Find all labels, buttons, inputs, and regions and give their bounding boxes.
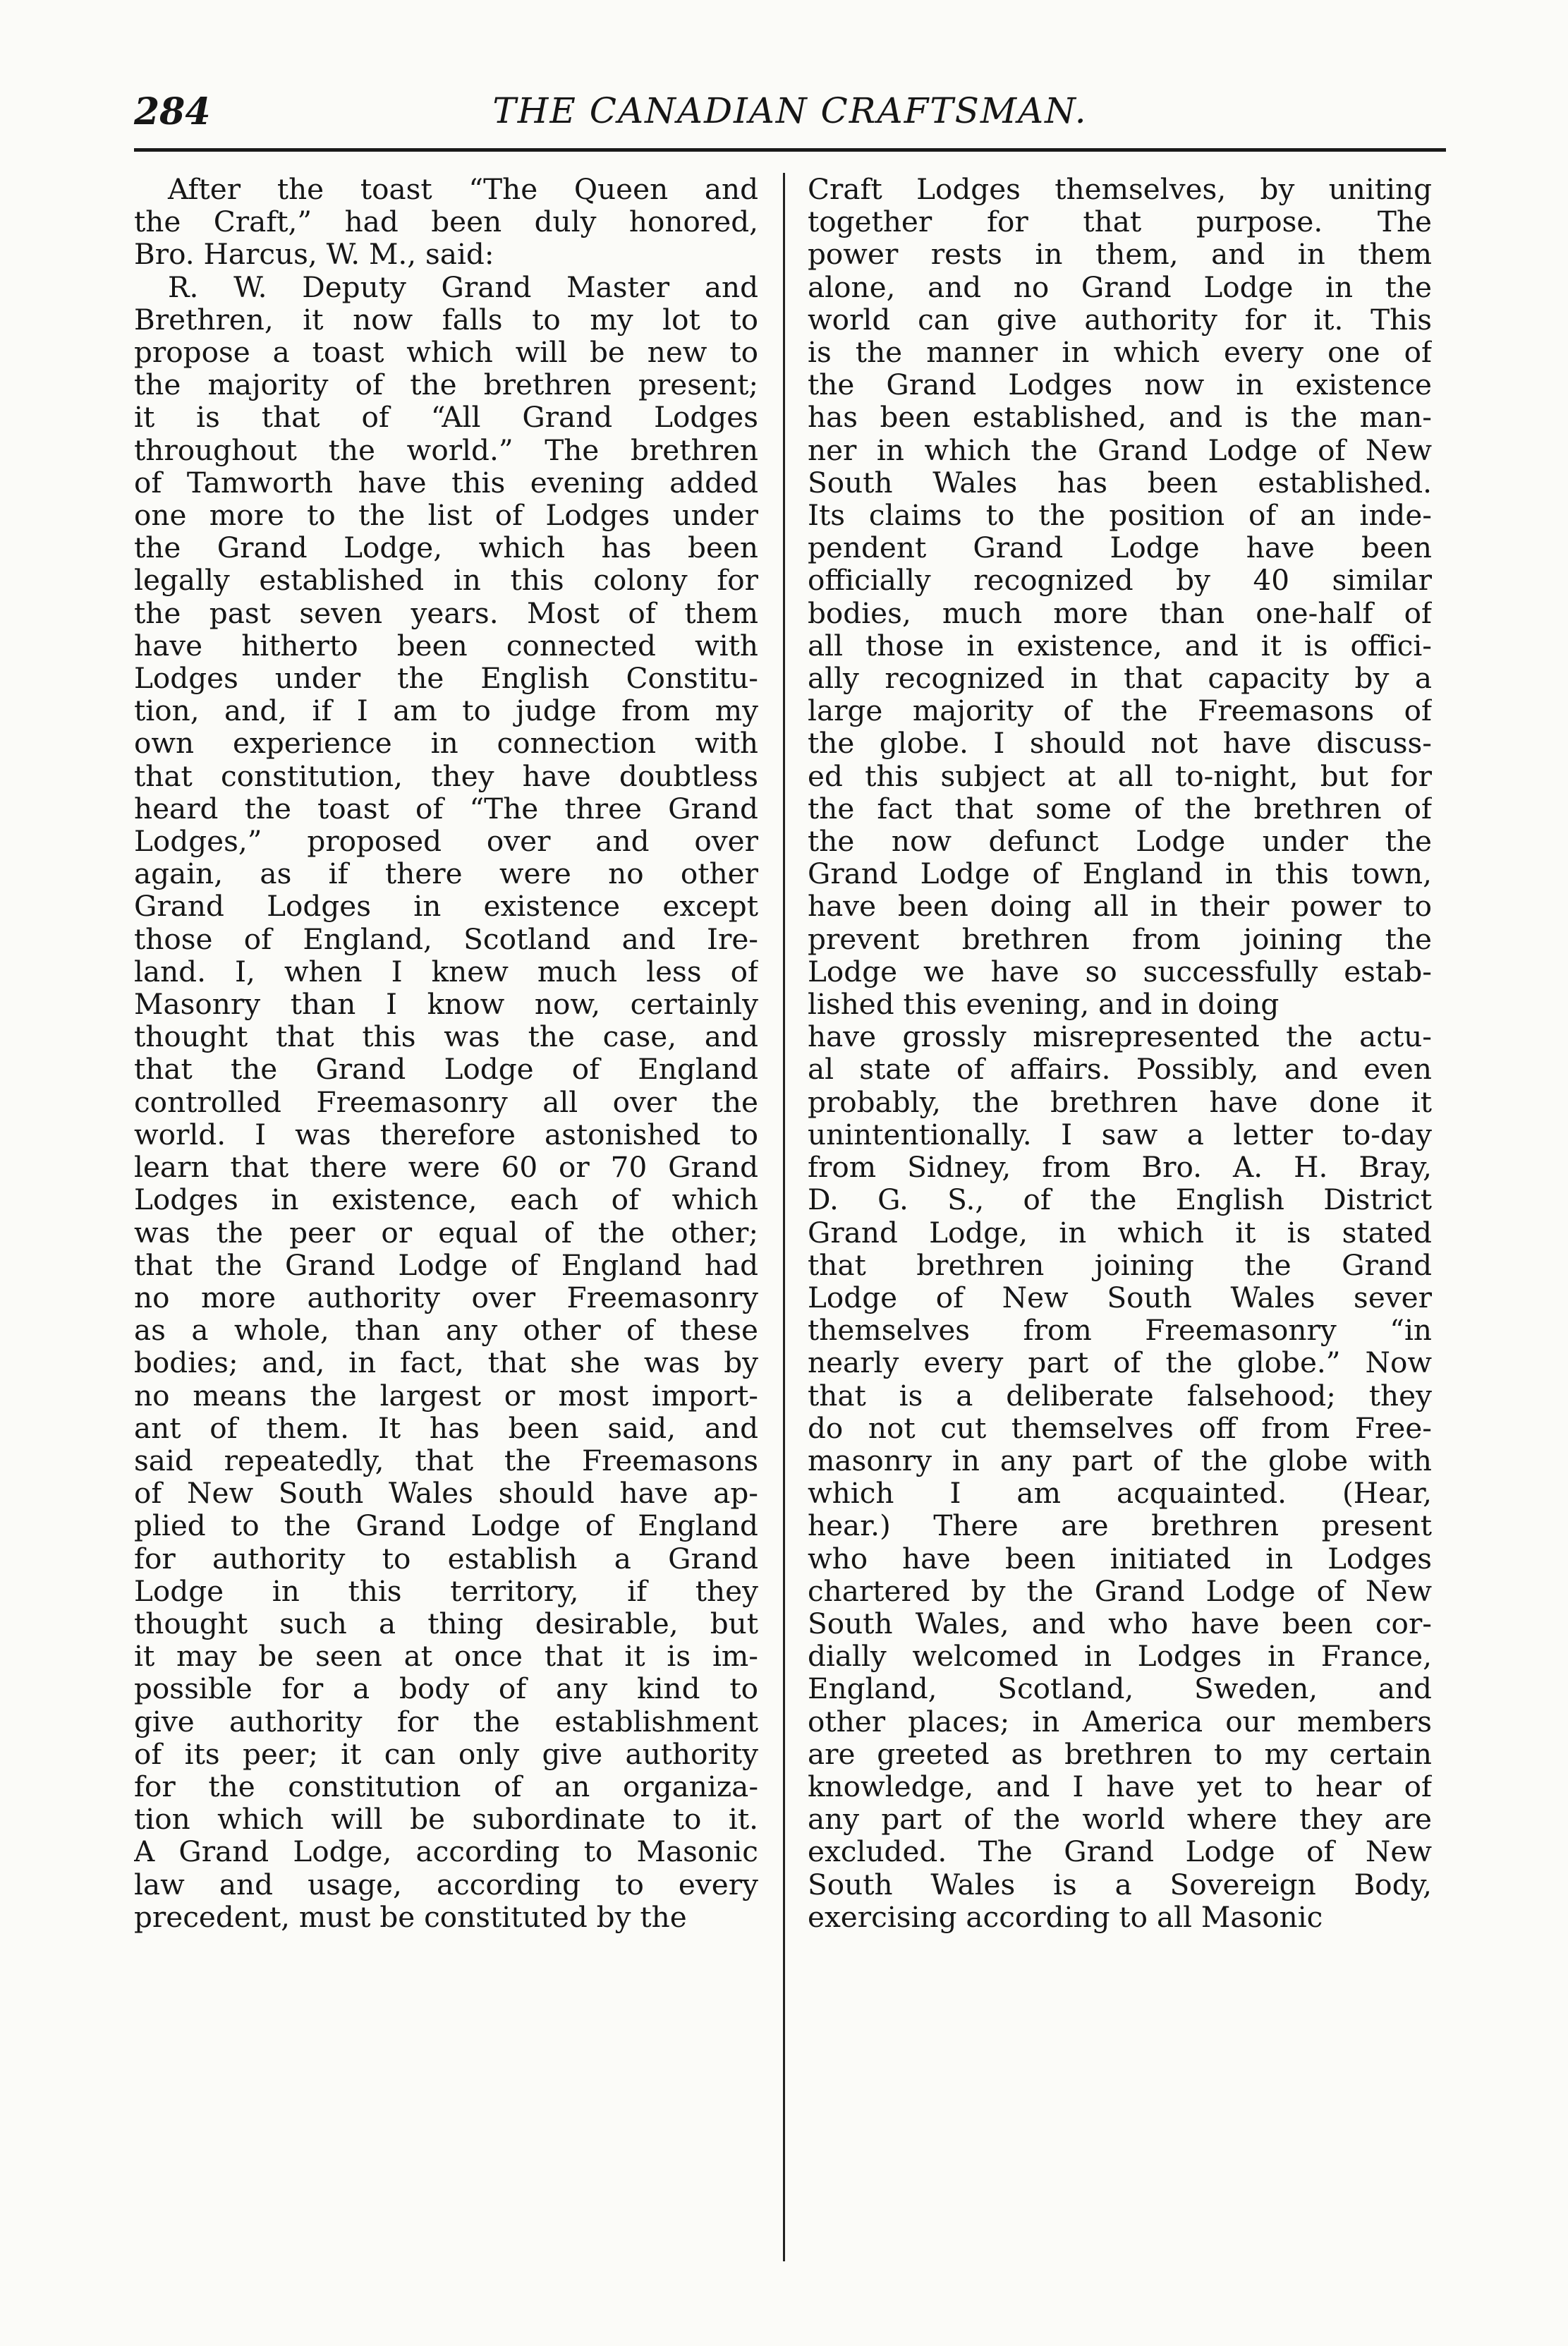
text-line: dially welcomed in Lodges in France,: [808, 1640, 1432, 1673]
text-line: power rests in them, and in them: [808, 238, 1432, 271]
text-line: land. I, when I knew much less of: [134, 955, 758, 988]
text-line: ner in which the Grand Lodge of New: [808, 433, 1432, 466]
text-line: possible for a body of any kind to: [134, 1672, 758, 1705]
text-line: Grand Lodge, in which it is stated: [808, 1216, 1432, 1249]
text-line: that brethren joining the Grand: [808, 1248, 1432, 1281]
text-line: knowledge, and I have yet to hear of: [808, 1770, 1432, 1803]
text-line: Grand Lodges in existence except: [134, 890, 758, 923]
text-line: A Grand Lodge, according to Masonic: [134, 1835, 758, 1868]
text-line: the Craft,” had been duly honored,: [134, 205, 758, 238]
text-line: do not cut themselves off from Free-: [808, 1411, 1432, 1444]
text-line: those of England, Scotland and Ire-: [134, 922, 758, 955]
text-line: excluded. The Grand Lodge of New: [808, 1835, 1432, 1868]
text-line: After the toast “The Queen and: [168, 173, 758, 206]
text-line: who have been initiated in Lodges: [808, 1542, 1432, 1575]
text-line: Craft Lodges themselves, by uniting: [808, 173, 1432, 206]
text-line: have hitherto been connected with: [134, 629, 758, 663]
text-line: have been doing all in their power to: [808, 890, 1432, 923]
text-line: said repeatedly, that the Freemasons: [134, 1444, 758, 1477]
article-body: [134, 173, 1446, 2275]
text-line: was the peer or equal of the other;: [134, 1216, 758, 1249]
text-line: Lodges in existence, each of which: [134, 1183, 758, 1216]
text-line: controlled Freemasonry all over the: [134, 1085, 758, 1118]
text-line: together for that purpose. The: [808, 205, 1432, 238]
text-line: own experience in connection with: [134, 727, 758, 760]
text-line: other places; in America our members: [808, 1705, 1432, 1738]
text-line: tion, and, if I am to judge from my: [134, 694, 758, 727]
text-line: any part of the world where they are: [808, 1803, 1432, 1836]
text-line: lished this evening, and in doing: [808, 988, 1280, 1021]
text-line: give authority for the establishment: [134, 1705, 758, 1738]
text-line: the Grand Lodge, which has been: [134, 531, 758, 564]
text-line: South Wales is a Sovereign Body,: [808, 1868, 1432, 1901]
running-title: THE CANADIAN CRAFTSMAN.: [492, 90, 1088, 131]
text-line: alone, and no Grand Lodge in the: [808, 270, 1432, 303]
text-line: the globe. I should not have discuss-: [808, 727, 1432, 760]
text-line: that the Grand Lodge of England: [134, 1053, 758, 1086]
text-line: throughout the world.” The brethren: [134, 433, 758, 466]
text-line: plied to the Grand Lodge of England: [134, 1509, 758, 1542]
text-line: prevent brethren from joining the: [808, 922, 1432, 955]
text-line: the past seven years. Most of them: [134, 596, 758, 629]
text-line: the Grand Lodges now in existence: [808, 368, 1432, 401]
text-line: South Wales has been established.: [808, 466, 1432, 500]
text-line: pendent Grand Lodge have been: [808, 531, 1432, 564]
text-line: no means the largest or most import-: [134, 1379, 758, 1412]
text-line: for the constitution of an organiza-: [134, 1770, 758, 1803]
left-column: [134, 173, 758, 1933]
text-line: precedent, must be constituted by the: [134, 1900, 687, 1933]
text-line: nearly every part of the globe.” Now: [808, 1346, 1432, 1379]
text-line: unintentionally. I saw a letter to-day: [808, 1118, 1432, 1151]
text-line: Lodge of New South Wales sever: [808, 1281, 1432, 1314]
text-line: world. I was therefore astonished to: [134, 1118, 758, 1151]
page-header: [134, 78, 1446, 152]
text-line: again, as if there were no other: [134, 857, 758, 890]
text-line: ally recognized in that capacity by a: [808, 662, 1432, 695]
text-line: heard the toast of “The three Grand: [134, 792, 758, 826]
text-line: al state of affairs. Possibly, and even: [808, 1053, 1432, 1086]
page-number: 284: [134, 90, 211, 133]
text-line: Its claims to the position of an inde-: [808, 499, 1432, 532]
text-line: one more to the list of Lodges under: [134, 499, 758, 532]
text-line: officially recognized by 40 similar: [808, 564, 1432, 597]
text-line: ant of them. It has been said, and: [134, 1411, 758, 1444]
text-line: England, Scotland, Sweden, and: [808, 1672, 1432, 1705]
text-line: Lodge we have so successfully estab-: [808, 955, 1432, 988]
text-line: Brethren, it now falls to my lot to: [134, 303, 758, 337]
text-line: tion which will be subordinate to it.: [134, 1803, 758, 1836]
text-line: bodies; and, in fact, that she was by: [134, 1346, 758, 1379]
text-line: Lodges under the English Constitu-: [134, 662, 758, 695]
text-line: has been established, and is the man-: [808, 401, 1432, 434]
text-line: it is that of “All Grand Lodges: [134, 401, 758, 434]
text-line: of New South Wales should have ap-: [134, 1477, 758, 1510]
text-line: no more authority over Freemasonry: [134, 1281, 758, 1314]
right-column: [808, 173, 1432, 1933]
text-line: from Sidney, from Bro. A. H. Bray,: [808, 1151, 1432, 1184]
text-line: it may be seen at once that it is im-: [134, 1640, 758, 1673]
text-line: learn that there were 60 or 70 Grand: [134, 1151, 758, 1184]
text-line: for authority to establish a Grand: [134, 1542, 758, 1575]
newspaper-page: [134, 78, 1446, 2300]
text-line: are greeted as brethren to my certain: [808, 1737, 1432, 1770]
text-line: R. W. Deputy Grand Master and: [168, 270, 758, 303]
text-line: exercising according to all Masonic: [808, 1900, 1323, 1933]
text-line: the fact that some of the brethren of: [808, 792, 1432, 826]
text-line: is the manner in which every one of: [808, 336, 1432, 369]
text-line: as a whole, than any other of these: [134, 1314, 758, 1347]
text-line: masonry in any part of the globe with: [808, 1444, 1432, 1477]
text-line: thought that this was the case, and: [134, 1020, 758, 1053]
text-line: themselves from Freemasonry “in: [808, 1314, 1432, 1347]
text-line: law and usage, according to every: [134, 1868, 758, 1901]
text-line: that constitution, they have doubtless: [134, 759, 758, 792]
text-line: ed this subject at all to-night, but for: [808, 759, 1432, 792]
text-line: Masonry than I know now, certainly: [134, 988, 758, 1021]
text-line: world can give authority for it. This: [808, 303, 1432, 337]
text-line: chartered by the Grand Lodge of New: [808, 1574, 1432, 1607]
text-line: the now defunct Lodge under the: [808, 825, 1432, 858]
text-line: propose a toast which will be new to: [134, 336, 758, 369]
text-line: bodies, much more than one-half of: [808, 596, 1432, 629]
text-line: that is a deliberate falsehood; they: [808, 1379, 1432, 1412]
text-line: thought such a thing desirable, but: [134, 1607, 758, 1640]
text-line: legally established in this colony for: [134, 564, 758, 597]
text-line: South Wales, and who have been cor-: [808, 1607, 1432, 1640]
text-line: D. G. S., of the English District: [808, 1183, 1432, 1216]
column-divider: [783, 173, 785, 2261]
text-line: that the Grand Lodge of England had: [134, 1248, 758, 1281]
text-line: of Tamworth have this evening added: [134, 466, 758, 500]
text-line: Lodges,” proposed over and over: [134, 825, 758, 858]
text-line: large majority of the Freemasons of: [808, 694, 1432, 727]
text-line: Grand Lodge of England in this town,: [808, 857, 1432, 890]
text-line: of its peer; it can only give authority: [134, 1737, 758, 1770]
text-line: hear.) There are brethren present: [808, 1509, 1432, 1542]
text-line: all those in existence, and it is offici-: [808, 629, 1432, 663]
text-line: which I am acquainted. (Hear,: [808, 1477, 1432, 1510]
text-line: Lodge in this territory, if they: [134, 1574, 758, 1607]
text-line: probably, the brethren have done it: [808, 1085, 1432, 1118]
text-line: have grossly misrepresented the actu-: [808, 1020, 1432, 1053]
text-line: the majority of the brethren present;: [134, 368, 758, 401]
text-line: Bro. Harcus, W. M., said:: [134, 238, 494, 271]
